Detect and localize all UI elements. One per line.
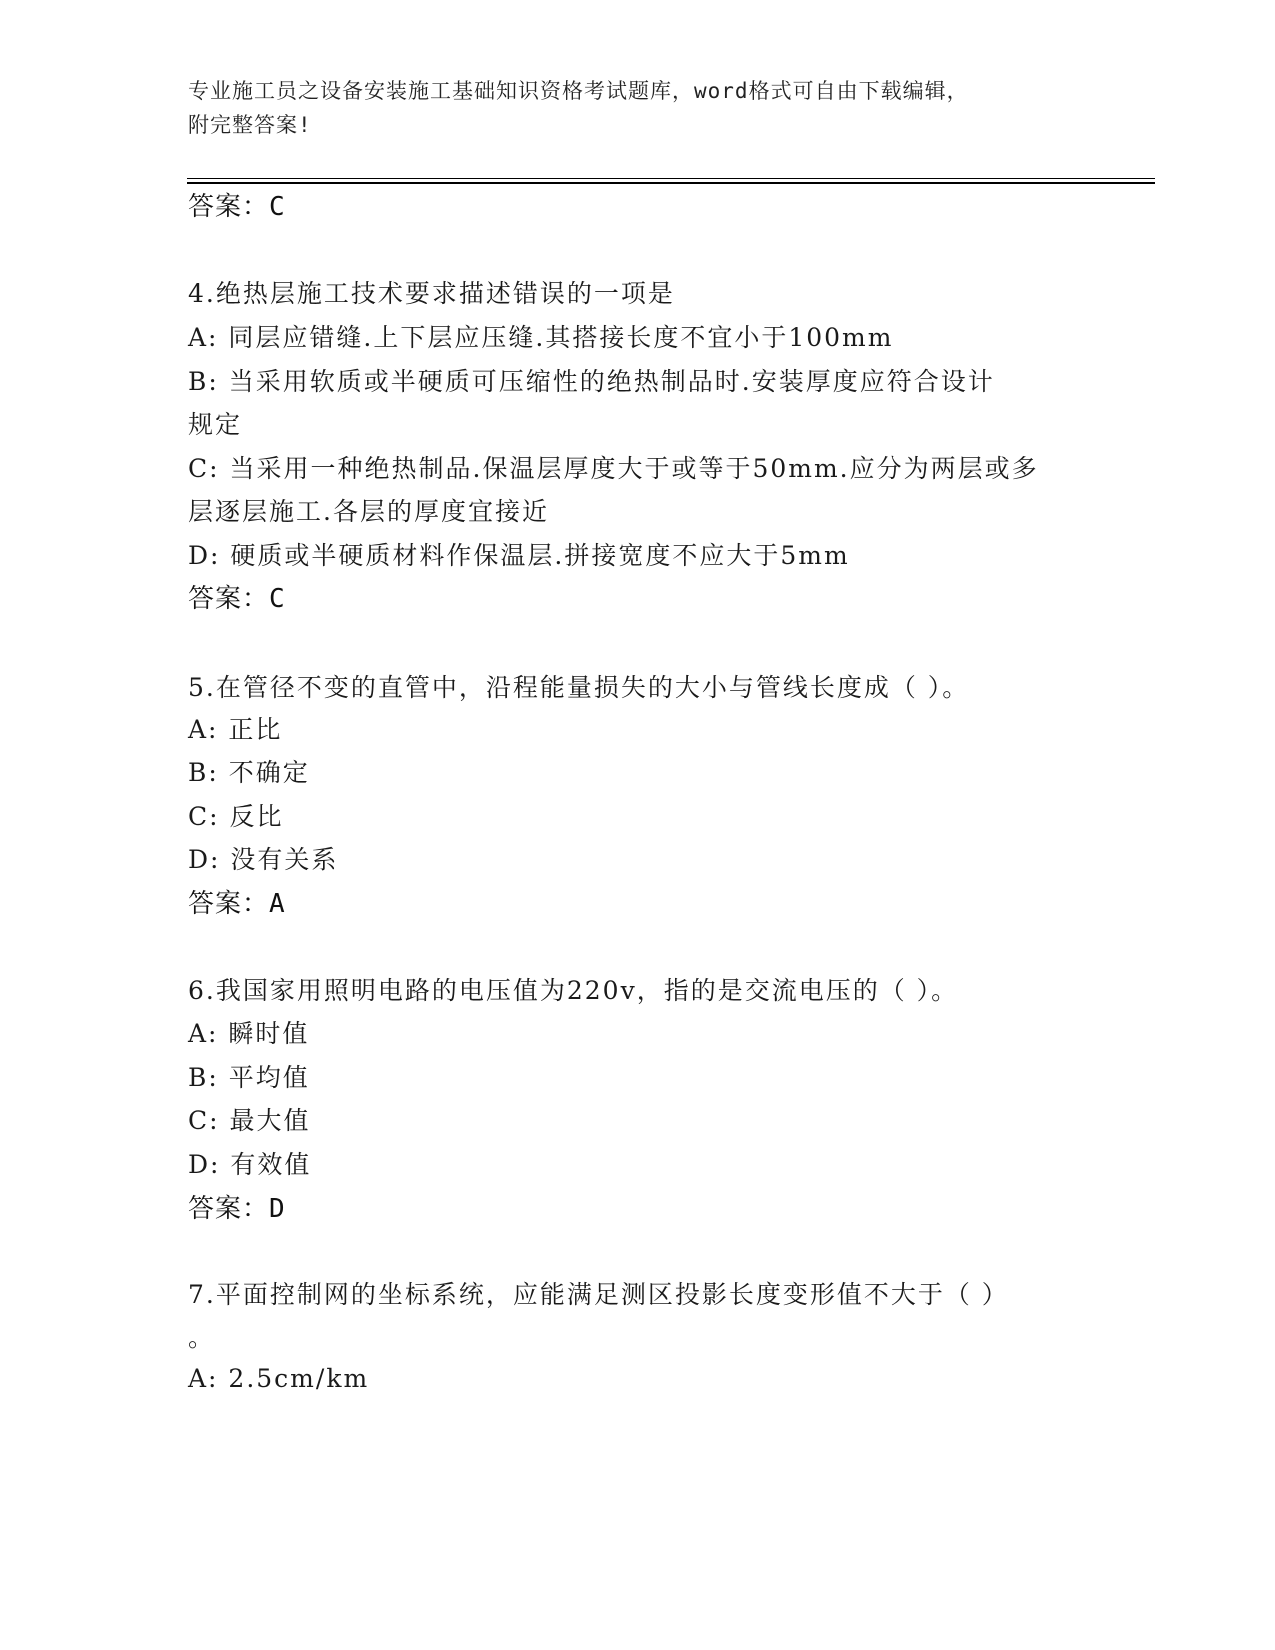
answer-value: D	[269, 1194, 286, 1224]
header-divider-thin	[187, 178, 1155, 179]
option-4b-cont: 规定	[188, 410, 243, 439]
option-6c: C: 最大值	[188, 1106, 311, 1135]
header-line-2: 附完整答案!	[188, 113, 312, 137]
answer-line-q6	[188, 1188, 286, 1225]
option-5b: B: 不确定	[188, 758, 310, 787]
question-stem-7: 7.平面控制网的坐标系统，应能满足测区投影长度变形值不大于（ ）	[188, 1280, 1009, 1309]
option-4d: D: 硬质或半硬质材料作保温层.拼接宽度不应大于5mm	[188, 541, 850, 570]
document-header	[188, 74, 1088, 142]
answer-value: C	[269, 192, 286, 222]
answer-line-q5	[188, 883, 286, 920]
question-stem-7-cont: 。	[188, 1323, 216, 1352]
header-divider-thick	[187, 182, 1155, 184]
answer-line-q4	[188, 578, 286, 615]
option-4b: B: 当采用软质或半硬质可压缩性的绝热制品时.安装厚度应符合设计	[188, 367, 995, 396]
option-6b: B: 平均值	[188, 1063, 310, 1092]
option-6d: D: 有效值	[188, 1150, 312, 1179]
option-4c-cont: 层逐层施工.各层的厚度宜接近	[188, 497, 549, 526]
option-4c: C: 当采用一种绝热制品.保温层厚度大于或等于50mm.应分为两层或多	[188, 454, 1039, 483]
option-4a: A: 同层应错缝.上下层应压缝.其搭接长度不宜小于100mm	[188, 323, 894, 352]
question-stem-4: 4.绝热层施工技术要求描述错误的一项是	[188, 279, 675, 308]
option-5d: D: 没有关系	[188, 845, 339, 874]
answer-value: A	[269, 889, 286, 919]
option-5a: A: 正比	[188, 715, 283, 744]
question-stem-5: 5.在管径不变的直管中，沿程能量损失的大小与管线长度成（ ）。	[188, 673, 970, 702]
option-6a: A: 瞬时值	[188, 1019, 310, 1048]
answer-line-q3	[188, 186, 286, 223]
header-line-1: 专业施工员之设备安装施工基础知识资格考试题库，word格式可自由下载编辑，	[188, 79, 969, 103]
answer-label: 答案：	[188, 584, 270, 614]
answer-label: 答案：	[188, 1194, 270, 1224]
question-stem-6: 6.我国家用照明电路的电压值为220v，指的是交流电压的（ ）。	[188, 976, 959, 1005]
option-5c: C: 反比	[188, 802, 284, 831]
option-7a: A: 2.5cm/km	[188, 1364, 370, 1393]
answer-value: C	[269, 584, 286, 614]
answer-label: 答案：	[188, 889, 270, 919]
answer-label: 答案：	[188, 192, 270, 222]
